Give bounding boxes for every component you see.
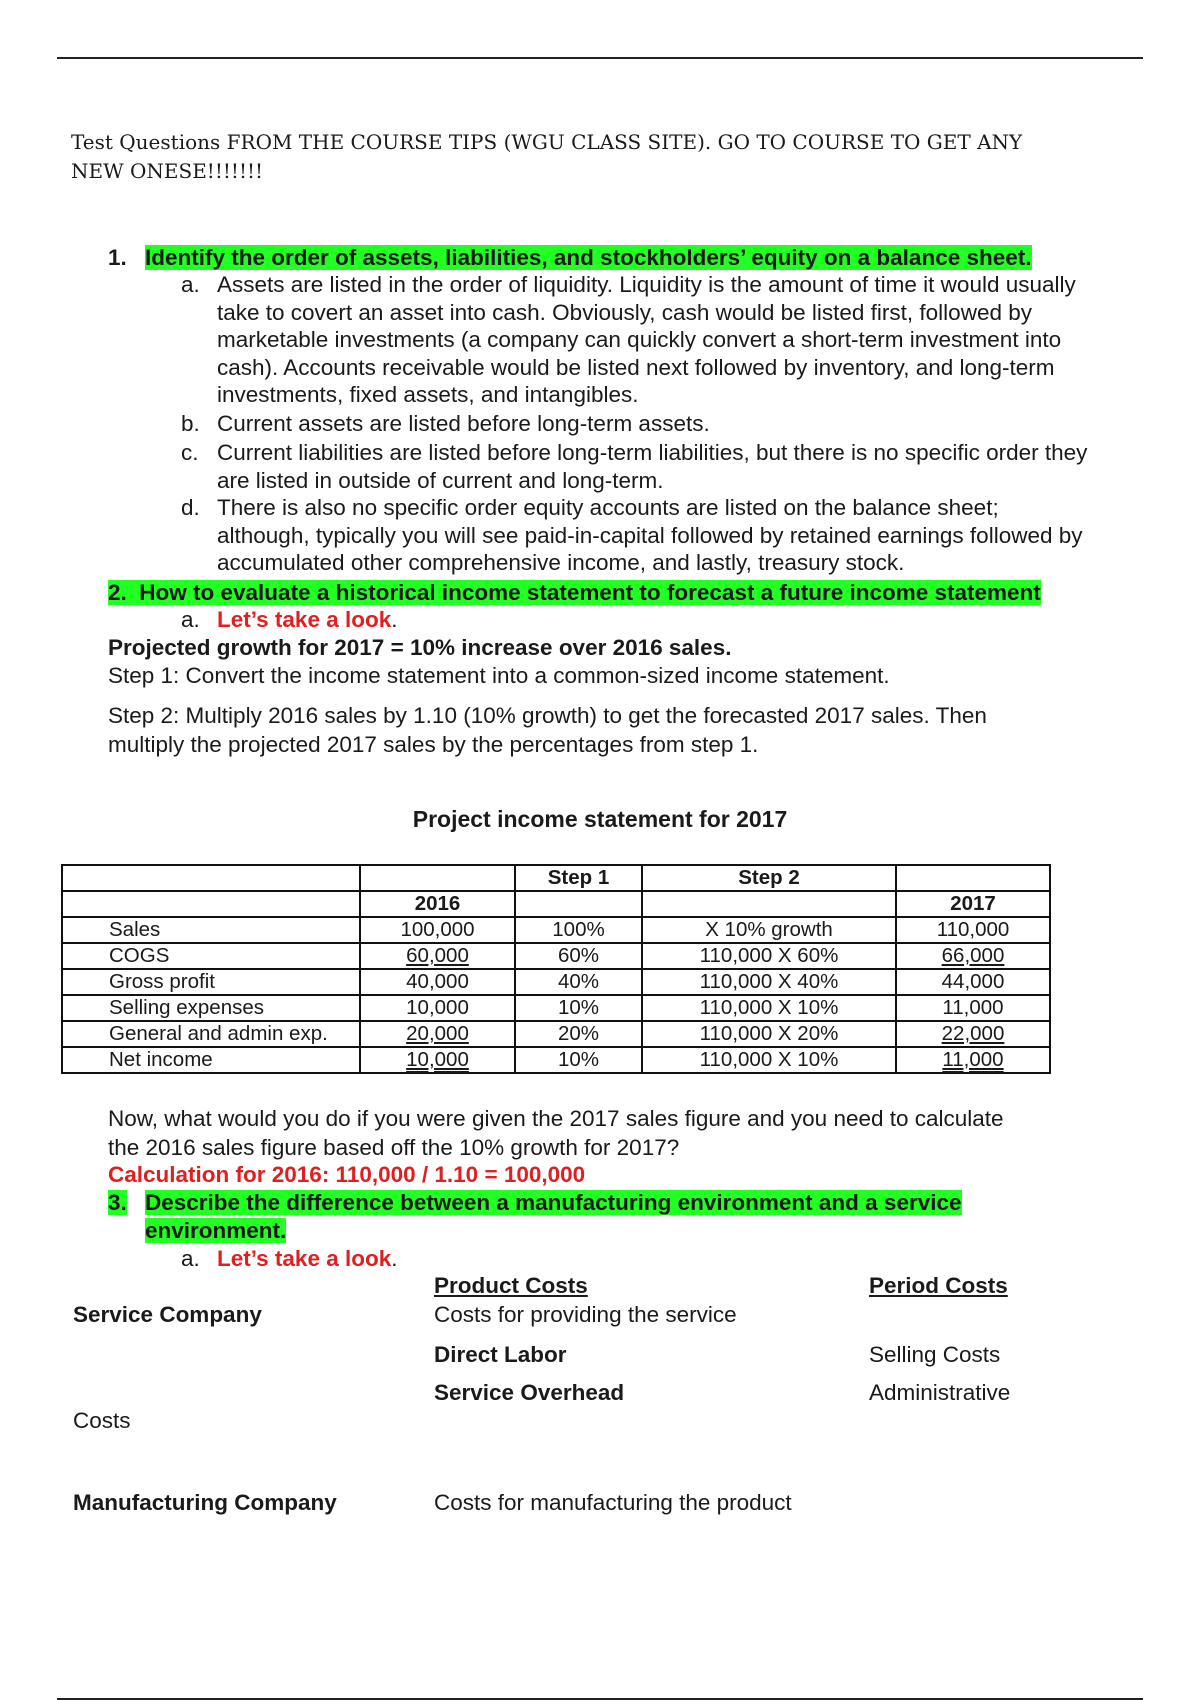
q1-item-b — [181, 410, 1161, 438]
after-table-line: the 2016 sales figure based off the 10% growth for 2017? — [108, 1134, 680, 1160]
q1-item-b-text — [217, 410, 710, 438]
calculation-2016: Calculation for 2016: 110,000 / 1.10 = 100,000 — [108, 1162, 586, 1187]
q1-item-a-letter: a. — [181, 272, 200, 297]
step-2-text — [108, 702, 1108, 759]
row-2017 — [896, 1021, 1050, 1047]
q3-sub-a — [181, 1245, 781, 1273]
q1-item-c — [181, 439, 1161, 495]
q3-sub-a-period: . — [391, 1246, 398, 1271]
manufacturing-company-label: Manufacturing Company — [73, 1490, 337, 1515]
row-label: Net income — [62, 1047, 360, 1073]
row-calc: 110,000 X 10% — [642, 995, 896, 1021]
row-label: Gross profit — [62, 969, 360, 995]
question-3-heading-line: Describe the difference between a manufacturing environment and a service — [145, 1190, 962, 1215]
row-2017: 110,000 — [896, 917, 1050, 943]
q1-item-a-line: investments, fixed assets, and intangibles. — [217, 382, 639, 407]
table-row — [62, 1021, 1050, 1047]
row-2016: 100,000 — [360, 917, 515, 943]
projected-growth: Projected growth for 2017 = 10% increase over 2016 sales. — [108, 635, 732, 660]
service-costs-description: Costs for providing the service — [434, 1302, 737, 1327]
question-3 — [108, 1189, 127, 1217]
administrative-label: Administrative — [869, 1380, 1011, 1405]
row-calc: X 10% growth — [642, 917, 896, 943]
row-label: General and admin exp. — [62, 1021, 360, 1047]
table-header-step-2: Step 2 — [642, 865, 896, 891]
manufacturing-costs-description: Costs for manufacturing the product — [434, 1490, 792, 1515]
q1-item-a-line: marketable investments (a company can quickly convert a short-term investment into — [217, 327, 1062, 352]
table-header-empty — [896, 865, 1050, 891]
row-2016-value: 20,000 — [406, 1022, 469, 1045]
table-header-row-2 — [62, 891, 1050, 917]
service-overhead-label: Service Overhead — [434, 1380, 625, 1405]
row-pct: 60% — [515, 943, 642, 969]
q3-sub-a-red: Let’s take a look — [217, 1246, 392, 1271]
service-company-label: Service Company — [73, 1302, 262, 1327]
table-row — [62, 969, 1050, 995]
table-header-empty — [642, 891, 896, 917]
top-rule — [57, 57, 1143, 59]
income-statement-table — [61, 864, 1051, 1074]
q1-item-a-line: take to covert an asset into cash. Obviously, cash would be listed first, followed by — [217, 299, 1032, 325]
q3-sub-a-text — [217, 1245, 398, 1273]
question-3-heading-line: environment. — [145, 1218, 287, 1243]
table-header-empty — [515, 891, 642, 917]
q1-item-c-letter: c. — [181, 440, 199, 465]
step-2-line: multiply the projected 2017 sales by the percentages from step 1. — [108, 731, 759, 757]
row-2017-value: 22,000 — [941, 1022, 1005, 1045]
row-2016: 40,000 — [360, 969, 515, 995]
step-2-line: Step 2: Multiply 2016 sales by 1.10 (10% growth) to get the forecasted 2017 sales. Then — [108, 703, 987, 728]
q1-item-a-line: Assets are listed in the order of liquidity. Liquidity is the amount of time it would usually — [217, 272, 1076, 297]
row-2016 — [360, 1047, 515, 1073]
row-calc: 110,000 X 20% — [642, 1021, 896, 1047]
row-2017: 44,000 — [896, 969, 1050, 995]
table-title: Project income statement for 2017 — [412, 806, 788, 832]
row-pct: 10% — [515, 995, 642, 1021]
row-2016-value: 60,000 — [406, 944, 469, 967]
q3-sub-a-letter: a. — [181, 1246, 200, 1271]
q1-item-d-line: although, typically you will see paid-in-capital followed by retained earnings followed by — [217, 522, 1083, 548]
after-table-text — [108, 1105, 1108, 1162]
row-pct: 100% — [515, 917, 642, 943]
table-header-empty — [62, 865, 360, 891]
row-calc: 110,000 X 60% — [642, 943, 896, 969]
q1-item-b-line: Current assets are listed before long-term assets. — [217, 411, 710, 436]
row-pct: 20% — [515, 1021, 642, 1047]
table-header-2017: 2017 — [896, 891, 1050, 917]
q1-item-c-line: are listed in outside of current and long-term. — [217, 467, 664, 493]
q2-sub-a — [181, 606, 781, 634]
question-1-number: 1. — [108, 245, 127, 270]
row-2016 — [360, 1021, 515, 1047]
q2-sub-a-letter: a. — [181, 607, 200, 632]
row-2017: 11,000 — [896, 995, 1050, 1021]
question-2-highlight — [108, 580, 1041, 605]
q1-item-d — [181, 494, 1161, 578]
row-2016-value: 10,000 — [406, 1048, 469, 1071]
direct-labor-label: Direct Labor — [434, 1342, 567, 1367]
q1-item-d-letter: d. — [181, 495, 200, 520]
costs-label: Costs — [73, 1408, 131, 1433]
row-2017-value: 11,000 — [942, 1048, 1004, 1071]
q1-item-a-line: cash). Accounts receivable would be listed next followed by inventory, and long-term — [217, 354, 1055, 380]
selling-costs-label: Selling Costs — [869, 1342, 1001, 1367]
table-header-step-1: Step 1 — [515, 865, 642, 891]
row-2017 — [896, 943, 1050, 969]
table-row — [62, 943, 1050, 969]
period-costs-header: Period Costs — [869, 1273, 1008, 1298]
row-calc: 110,000 X 10% — [642, 1047, 896, 1073]
row-label: COGS — [62, 943, 360, 969]
table-header-2016: 2016 — [360, 891, 515, 917]
table-header-empty — [360, 865, 515, 891]
table-row — [62, 1047, 1050, 1073]
after-table-line: Now, what would you do if you were given the 2017 sales figure and you need to calculate — [108, 1106, 1004, 1131]
row-label: Sales — [62, 917, 360, 943]
table-header-row-1 — [62, 865, 1050, 891]
question-3-number: 3. — [108, 1190, 127, 1215]
intro-text: Test Questions FROM THE COURSE TIPS (WGU CLASS SITE). GO TO COURSE TO GET ANY NEW ONESE!!!!!!! — [71, 130, 1023, 183]
question-1-heading — [145, 244, 1032, 271]
table-row — [62, 995, 1050, 1021]
table-header-empty — [62, 891, 360, 917]
row-2016 — [360, 943, 515, 969]
q1-item-a — [181, 271, 1161, 411]
q2-sub-a-red: Let’s take a look — [217, 607, 392, 632]
question-3-heading — [145, 1189, 962, 1245]
question-2 — [108, 579, 1041, 606]
row-calc: 110,000 X 40% — [642, 969, 896, 995]
q1-item-d-text — [217, 494, 1083, 577]
product-costs-header: Product Costs — [434, 1273, 588, 1298]
q1-item-d-line: There is also no specific order equity accounts are listed on the balance sheet; — [217, 495, 999, 520]
row-2017-value: 66,000 — [941, 944, 1005, 967]
q1-item-b-letter: b. — [181, 411, 200, 436]
q2-sub-a-text — [217, 606, 398, 634]
question-1-heading-text: Identify the order of assets, liabilities, and stockholders’ equity on a balance sheet. — [145, 245, 1032, 270]
row-pct: 10% — [515, 1047, 642, 1073]
row-2017 — [896, 1047, 1050, 1073]
q2-sub-a-period: . — [391, 607, 398, 632]
table-row — [62, 917, 1050, 943]
q1-item-c-text — [217, 439, 1087, 494]
q1-item-a-text — [217, 271, 1076, 409]
question-2-heading: How to evaluate a historical income statement to forecast a future income statement — [139, 580, 1041, 605]
question-2-number: 2. — [108, 580, 127, 605]
step-1-text: Step 1: Convert the income statement into a common-sized income statement. — [108, 663, 890, 688]
row-pct: 40% — [515, 969, 642, 995]
q1-item-d-line: accumulated other comprehensive income, and lastly, treasury stock. — [217, 550, 905, 575]
row-2016: 10,000 — [360, 995, 515, 1021]
row-label: Selling expenses — [62, 995, 360, 1021]
q1-item-c-line: Current liabilities are listed before long-term liabilities, but there is no specific order they — [217, 440, 1088, 465]
